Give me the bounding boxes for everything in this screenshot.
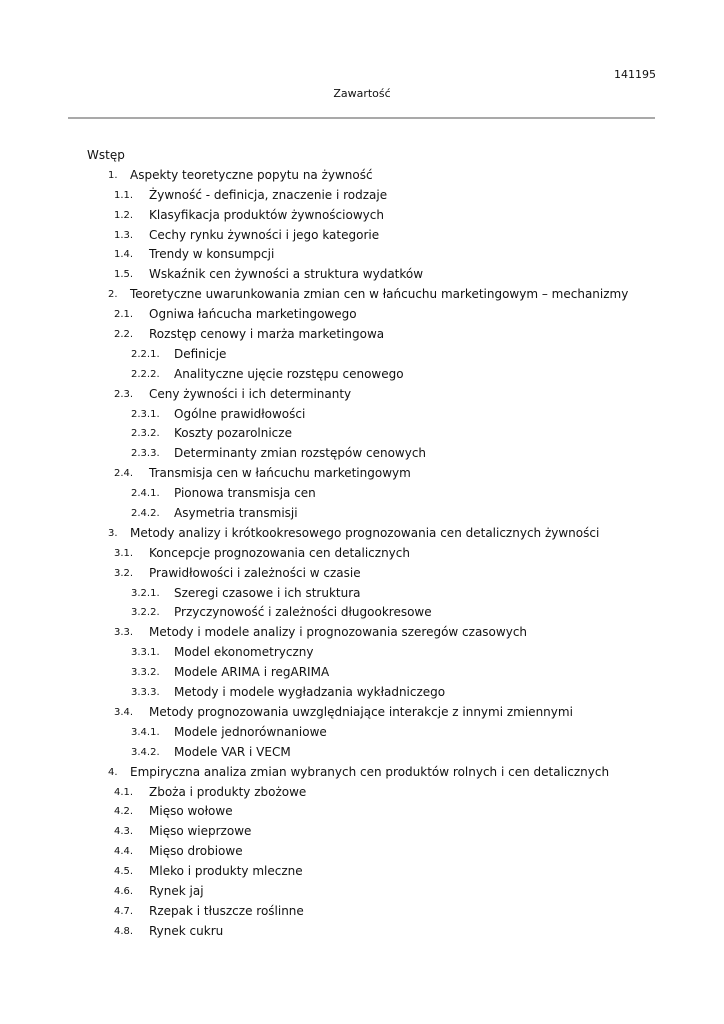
toc-entry-title: Wskaźnik cen żywności a struktura wydatków bbox=[149, 267, 424, 282]
toc-entry-title: Modele jednorównaniowe bbox=[174, 724, 327, 739]
toc-entry-number: 2.4. bbox=[114, 468, 134, 480]
toc-entry-title: Przyczynowość i zależności długookresowe bbox=[174, 605, 432, 620]
toc-entry[interactable] bbox=[0, 743, 724, 763]
toc-entry-number: 3.4.1. bbox=[131, 726, 160, 738]
toc-entry[interactable] bbox=[0, 464, 724, 484]
toc-entry[interactable] bbox=[0, 345, 724, 365]
document-id: 141195 bbox=[614, 68, 656, 81]
toc-entry-title: Pionowa transmisja cen bbox=[174, 486, 316, 501]
toc-entry-number: 2.4.2. bbox=[131, 508, 160, 520]
toc-entry-title: Żywność - definicja, znaczenie i rodzaje bbox=[149, 187, 388, 202]
toc-entry-number: 2.2. bbox=[114, 329, 134, 341]
toc-entry[interactable] bbox=[0, 643, 724, 663]
toc-entry-number: 4.8. bbox=[114, 925, 134, 937]
toc-entry[interactable] bbox=[0, 305, 724, 325]
toc-entry-title: Zboża i produkty zbożowe bbox=[149, 784, 307, 799]
toc-entry-title: Model ekonometryczny bbox=[174, 645, 314, 660]
toc-entry-number: 4.6. bbox=[114, 885, 134, 897]
toc-entry-title: Koncepcje prognozowania cen detalicznych bbox=[149, 545, 410, 560]
toc-entry-title: Mięso drobiowe bbox=[149, 844, 243, 859]
toc-entry-number: 4.1. bbox=[114, 786, 134, 798]
toc-entry-number: 2.2.2. bbox=[131, 368, 160, 380]
toc-entry-number: 2.2.1. bbox=[131, 348, 160, 360]
toc-entry[interactable] bbox=[0, 703, 724, 723]
toc-entry-number: 1. bbox=[108, 169, 118, 181]
toc-entry-title: Analityczne ujęcie rozstępu cenowego bbox=[174, 366, 404, 381]
toc-entry-number: 2.1. bbox=[114, 309, 134, 321]
toc-entry[interactable] bbox=[0, 544, 724, 564]
toc-entry[interactable] bbox=[0, 166, 724, 186]
toc-entry[interactable] bbox=[0, 365, 724, 385]
header-divider bbox=[68, 117, 655, 119]
toc-entry-number: 2. bbox=[108, 289, 118, 301]
toc-entry[interactable] bbox=[0, 245, 724, 265]
toc-entry[interactable] bbox=[0, 683, 724, 703]
toc-entry[interactable] bbox=[0, 186, 724, 206]
toc-entry-number: 3.3.2. bbox=[131, 667, 160, 679]
toc-entry-title: Szeregi czasowe i ich struktura bbox=[174, 585, 361, 600]
toc-entry[interactable] bbox=[0, 882, 724, 902]
toc-entry-number: 1.3. bbox=[114, 229, 134, 241]
toc-entry-number: 4.2. bbox=[114, 806, 134, 818]
toc-entry-title: Asymetria transmisji bbox=[174, 506, 298, 521]
toc-entry-number: 1.4. bbox=[114, 249, 134, 261]
toc-entry[interactable] bbox=[0, 424, 724, 444]
toc-entry-title: Cechy rynku żywności i jego kategorie bbox=[149, 227, 380, 242]
toc-entry-number: 4.7. bbox=[114, 905, 134, 917]
toc-entry-title: Wstęp bbox=[87, 148, 125, 162]
toc-entry-title: Trendy w konsumpcji bbox=[149, 247, 275, 262]
toc-entry[interactable] bbox=[0, 444, 724, 464]
toc-entry-number: 4.4. bbox=[114, 846, 134, 858]
toc-entry[interactable] bbox=[0, 524, 724, 544]
toc-entry[interactable] bbox=[0, 385, 724, 405]
toc-entry[interactable] bbox=[0, 842, 724, 862]
toc-entry-title: Determinanty zmian rozstępów cenowych bbox=[174, 446, 427, 461]
toc-entry[interactable] bbox=[0, 783, 724, 803]
toc-entry[interactable] bbox=[0, 484, 724, 504]
toc-entry-number: 2.4.1. bbox=[131, 488, 160, 500]
toc-entry[interactable] bbox=[0, 862, 724, 882]
toc-entry-title: Empiryczna analiza zmian wybranych cen produktów rolnych i cen detalicznych bbox=[130, 764, 610, 779]
toc-entry-title: Rynek cukru bbox=[149, 923, 224, 938]
toc-entry[interactable] bbox=[0, 226, 724, 246]
toc-entry-title: Mięso wieprzowe bbox=[149, 824, 252, 839]
toc-entry-number: 2.3.3. bbox=[131, 448, 160, 460]
toc-entry-title: Teoretyczne uwarunkowania zmian cen w łańcuchu marketingowym – mechanizmy bbox=[130, 287, 629, 302]
toc-entry[interactable] bbox=[0, 584, 724, 604]
toc-entry-number: 1.1. bbox=[114, 189, 134, 201]
toc-entry-title: Ogniwa łańcucha marketingowego bbox=[149, 307, 357, 322]
toc-entry-number: 2.3. bbox=[114, 388, 134, 400]
toc-entry-number: 4.5. bbox=[114, 866, 134, 878]
toc-entry-number: 3.3.1. bbox=[131, 647, 160, 659]
toc-entry-number: 3.3. bbox=[114, 627, 134, 639]
toc-entry[interactable] bbox=[0, 206, 724, 226]
toc-entry-title: Mięso wołowe bbox=[149, 804, 233, 819]
toc-entry-number: 3.4. bbox=[114, 706, 134, 718]
toc-entry-number: 3.2. bbox=[114, 567, 134, 579]
toc-entry-title: Metody i modele analizy i prognozowania szeregów czasowych bbox=[149, 625, 528, 640]
toc-entry[interactable] bbox=[0, 146, 724, 166]
toc-entry-title: Aspekty teoretyczne popytu na żywność bbox=[130, 167, 373, 182]
toc-entry[interactable] bbox=[0, 285, 724, 305]
toc-entry[interactable] bbox=[0, 564, 724, 584]
toc-entry-title: Rynek jaj bbox=[149, 883, 204, 898]
toc-entry[interactable] bbox=[0, 325, 724, 345]
toc-entry-title: Modele VAR i VECM bbox=[174, 744, 291, 759]
toc-entry[interactable] bbox=[0, 922, 724, 942]
toc-entry-number: 4.3. bbox=[114, 826, 134, 838]
toc-entry-title: Ogólne prawidłowości bbox=[174, 406, 306, 421]
toc-entry-title: Mleko i produkty mleczne bbox=[149, 864, 303, 879]
toc-entry[interactable] bbox=[0, 763, 724, 783]
toc-entry-number: 3.2.2. bbox=[131, 607, 160, 619]
toc-entry[interactable] bbox=[0, 802, 724, 822]
toc-entry[interactable] bbox=[0, 603, 724, 623]
toc-entry-title: Modele ARIMA i regARIMA bbox=[174, 665, 330, 680]
toc-entry[interactable] bbox=[0, 405, 724, 425]
toc-entry-title: Ceny żywności i ich determinanty bbox=[149, 386, 352, 401]
toc-entry-number: 3.4.2. bbox=[131, 746, 160, 758]
toc-entry-title: Definicje bbox=[174, 346, 227, 361]
toc-entry[interactable] bbox=[0, 663, 724, 683]
toc-entry-title: Klasyfikacja produktów żywnościowych bbox=[149, 207, 384, 222]
toc-entry-title: Prawidłowości i zależności w czasie bbox=[149, 565, 361, 580]
toc-entry-number: 1.2. bbox=[114, 209, 134, 221]
toc-entry-number: 3.1. bbox=[114, 547, 134, 559]
toc-entry[interactable] bbox=[0, 623, 724, 643]
toc-entry-title: Metody i modele wygładzania wykładniczego bbox=[174, 685, 446, 700]
toc-entry-title: Transmisja cen w łańcuchu marketingowym bbox=[149, 466, 411, 481]
table-of-contents bbox=[0, 146, 724, 942]
toc-entry[interactable] bbox=[0, 723, 724, 743]
toc-entry-number: 3.2.1. bbox=[131, 587, 160, 599]
toc-entry-number: 4. bbox=[108, 766, 118, 778]
toc-entry[interactable] bbox=[0, 504, 724, 524]
toc-entry-number: 3.3.3. bbox=[131, 687, 160, 699]
page-title: Zawartość bbox=[333, 87, 391, 100]
toc-entry[interactable] bbox=[0, 902, 724, 922]
toc-entry[interactable] bbox=[0, 822, 724, 842]
toc-entry-number: 3. bbox=[108, 527, 118, 539]
toc-entry-title: Rozstęp cenowy i marża marketingowa bbox=[149, 327, 385, 342]
toc-entry[interactable] bbox=[0, 265, 724, 285]
toc-entry-title: Rzepak i tłuszcze roślinne bbox=[149, 903, 304, 918]
toc-entry-number: 1.5. bbox=[114, 269, 134, 281]
toc-entry-number: 2.3.2. bbox=[131, 428, 160, 440]
toc-entry-title: Metody analizy i krótkookresowego prognozowania cen detalicznych żywności bbox=[130, 525, 600, 540]
toc-entry-number: 2.3.1. bbox=[131, 408, 160, 420]
toc-entry-title: Koszty pozarolnicze bbox=[174, 426, 292, 441]
toc-entry-title: Metody prognozowania uwzględniające interakcje z innymi zmiennymi bbox=[149, 704, 573, 719]
